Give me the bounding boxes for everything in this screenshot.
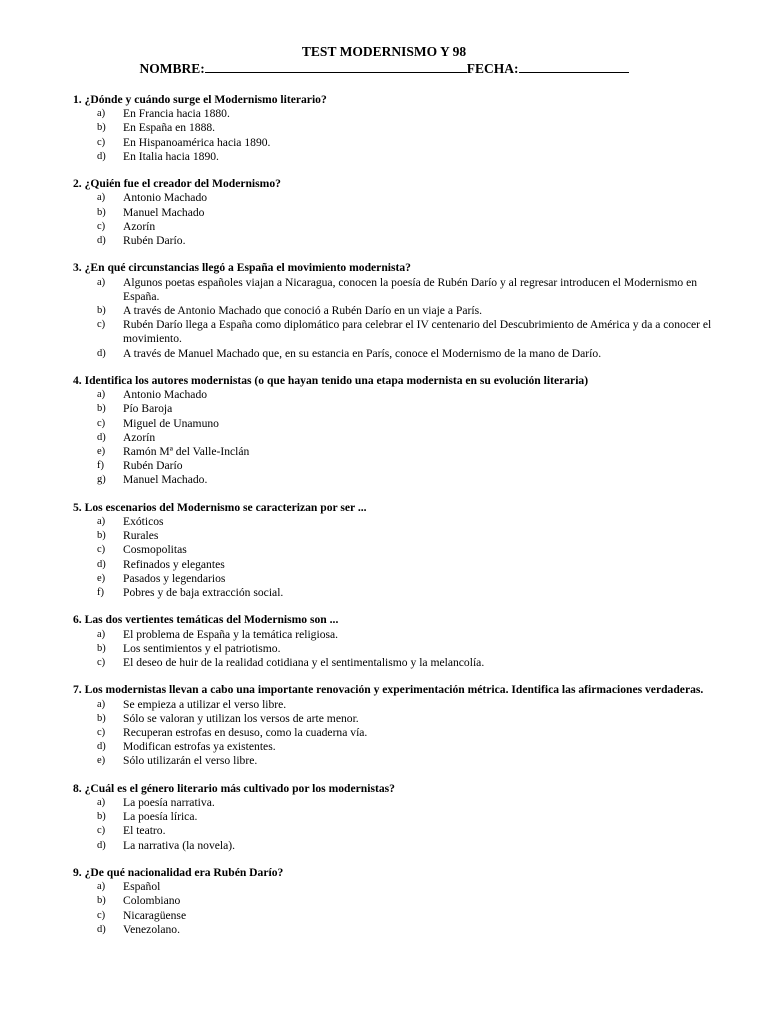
option-text: Rubén Darío. [123,234,186,248]
option-text: Exóticos [123,515,164,529]
answer-option [73,304,723,318]
question-text: 8. ¿Cuál es el género literario más cultivado por los modernistas? [73,781,395,795]
option-letter: b) [97,206,106,218]
option-letter: e) [97,446,106,458]
answer-option [73,121,723,135]
option-text: La narrativa (la novela). [123,838,236,852]
answer-option [73,698,723,712]
option-letter: d) [97,923,106,935]
option-letter: a) [97,628,106,640]
option-letter: a) [97,881,106,893]
option-letter: c) [97,136,106,148]
question-9 [73,866,723,937]
option-letter: d) [97,150,106,162]
answer-option [73,234,723,248]
option-text: El deseo de huir de la realidad cotidiana y el sentimentalismo y la melancolía. [123,656,485,670]
option-text: Colombiano [123,894,181,908]
option-text: En Francia hacia 1880. [123,107,230,121]
option-text: Venezolano. [123,922,180,936]
question-list [73,93,723,950]
answer-option [73,402,723,416]
option-text: Ramón Mª del Valle-Inclán [123,445,250,459]
option-text: El problema de España y la temática religiosa. [123,627,339,641]
answer-option [73,543,723,557]
option-text: Cosmopolitas [123,543,187,557]
option-letter: c) [97,220,106,232]
option-letter: d) [97,839,106,851]
answer-option [73,191,723,205]
question-text: 4. Identifica los autores modernistas (o que hayan tenido una etapa modernista en su evolución literaria) [73,374,589,388]
name-label: NOMBRE: [139,61,205,76]
answer-option [73,796,723,810]
option-text: La poesía narrativa. [123,796,215,810]
option-text: En Hispanoamérica hacia 1890. [123,135,271,149]
option-text: Manuel Machado. [123,473,208,487]
answer-option [73,136,723,150]
answer-option [73,515,723,529]
option-letter: a) [97,389,106,401]
answer-option [73,586,723,600]
option-text: Modifican estrofas ya existentes. [123,740,276,754]
option-text: Algunos poetas españoles viajan a Nicaragua, conocen la poesía de Rubén Darío y al regresar introducen el Modernismo en España. [123,275,698,303]
option-letter: b) [97,305,106,317]
question-8 [73,782,723,853]
option-text: Pobres y de baja extracción social. [123,586,284,600]
option-letter: c) [97,727,106,739]
option-letter: e) [97,572,106,584]
name-blank [205,61,467,73]
answer-option [73,726,723,740]
option-text: Los sentimientos y el patriotismo. [123,641,281,655]
answer-option [73,558,723,572]
answer-option [73,923,723,937]
option-text: Rubén Darío [123,459,183,473]
option-letter: a) [97,516,106,528]
date-label: FECHA: [466,61,519,76]
answer-option [73,909,723,923]
option-text: En Italia hacia 1890. [123,149,219,163]
option-text: Sólo se valoran y utilizan los versos de arte menor. [123,711,359,725]
answer-option [73,473,723,487]
option-letter: a) [97,192,106,204]
question-2 [73,177,723,248]
answer-option [73,220,723,234]
option-text: El teatro. [123,824,166,838]
option-letter: b) [97,895,106,907]
question-text: 9. ¿De qué nacionalidad era Rubén Darío? [73,866,284,880]
question-text: 3. ¿En qué circunstancias llegó a España el movimiento modernista? [73,261,411,275]
answer-option [73,656,723,670]
option-letter: c) [97,657,106,669]
answer-option [73,459,723,473]
option-text: Refinados y elegantes [123,557,225,571]
answer-option [73,642,723,656]
option-letter: d) [97,558,106,570]
option-letter: b) [97,122,106,134]
option-text: Azorín [123,430,156,444]
answer-option [73,740,723,754]
question-text: 7. Los modernistas llevan a cabo una importante renovación y experimentación métrica. Identifica las afirmaciones verdaderas. [73,683,704,697]
answer-option [73,206,723,220]
option-letter: f) [97,587,104,599]
answer-option [73,880,723,894]
option-letter: g) [97,474,106,486]
option-letter: d) [97,235,106,247]
question-5 [73,501,723,600]
option-text: Pasados y legendarios [123,571,226,585]
option-letter: b) [97,811,106,823]
option-text: A través de Manuel Machado que, en su estancia en París, conoce el Modernismo de la mano de Darío. [123,346,602,360]
answer-option [73,824,723,838]
option-letter: a) [97,276,106,288]
question-text: 5. Los escenarios del Modernismo se caracterizan por ser ... [73,500,367,514]
answer-option [73,754,723,768]
option-letter: e) [97,755,106,767]
question-text: 1. ¿Dónde y cuándo surge el Modernismo literario? [73,93,327,106]
name-date-line [0,60,768,78]
option-letter: f) [97,460,104,472]
answer-option [73,417,723,431]
option-text: En España en 1888. [123,121,216,135]
question-3 [73,261,723,360]
answer-option [73,894,723,908]
option-text: Se empieza a utilizar el verso libre. [123,697,287,711]
option-letter: a) [97,698,106,710]
option-letter: b) [97,712,106,724]
option-text: Rubén Darío llega a España como diplomático para celebrar el IV centenario del Descubrimiento de América y da a conocer el movimiento. [123,318,712,346]
option-letter: c) [97,544,106,556]
option-text: Español [123,880,161,894]
option-text: La poesía lírica. [123,810,198,824]
option-text: A través de Antonio Machado que conoció a Rubén Darío en un viaje a París. [123,304,482,318]
option-letter: d) [97,741,106,753]
option-letter: b) [97,403,106,415]
option-letter: c) [97,825,106,837]
option-letter: c) [97,319,106,331]
option-text: Rurales [123,529,159,543]
option-text: Azorín [123,219,156,233]
question-text: 2. ¿Quién fue el creador del Modernismo? [73,177,281,191]
option-letter: a) [97,797,106,809]
option-text: Nicaragüense [123,908,187,922]
answer-option [73,712,723,726]
option-text: Manuel Machado [123,205,205,219]
answer-option [73,388,723,402]
question-text: 6. Las dos vertientes temáticas del Modernismo son ... [73,613,339,627]
answer-option [73,839,723,853]
option-letter: d) [97,347,106,359]
option-text: Sólo utilizarán el verso libre. [123,754,258,768]
answer-option [73,107,723,121]
option-text: Miguel de Unamuno [123,416,219,430]
option-text: Pío Baroja [123,402,173,416]
question-6 [73,613,723,670]
option-letter: b) [97,642,106,654]
option-text: Recuperan estrofas en desuso, como la cuaderna vía. [123,726,368,740]
document-title: TEST MODERNISMO Y 98 [301,44,467,59]
option-letter: c) [97,909,106,921]
answer-option [73,276,723,304]
option-letter: a) [97,108,106,120]
date-blank [519,61,629,73]
option-text: Antonio Machado [123,388,208,402]
answer-option [73,628,723,642]
option-letter: d) [97,431,106,443]
question-1 [73,93,723,164]
answer-option [73,445,723,459]
answer-option [73,150,723,164]
answer-option [73,431,723,445]
question-4 [73,374,723,488]
option-text: Antonio Machado [123,191,208,205]
option-letter: c) [97,417,106,429]
answer-option [73,572,723,586]
answer-option [73,529,723,543]
answer-option [73,318,723,346]
answer-option [73,810,723,824]
question-7 [73,683,723,768]
answer-option [73,347,723,361]
option-letter: b) [97,530,106,542]
